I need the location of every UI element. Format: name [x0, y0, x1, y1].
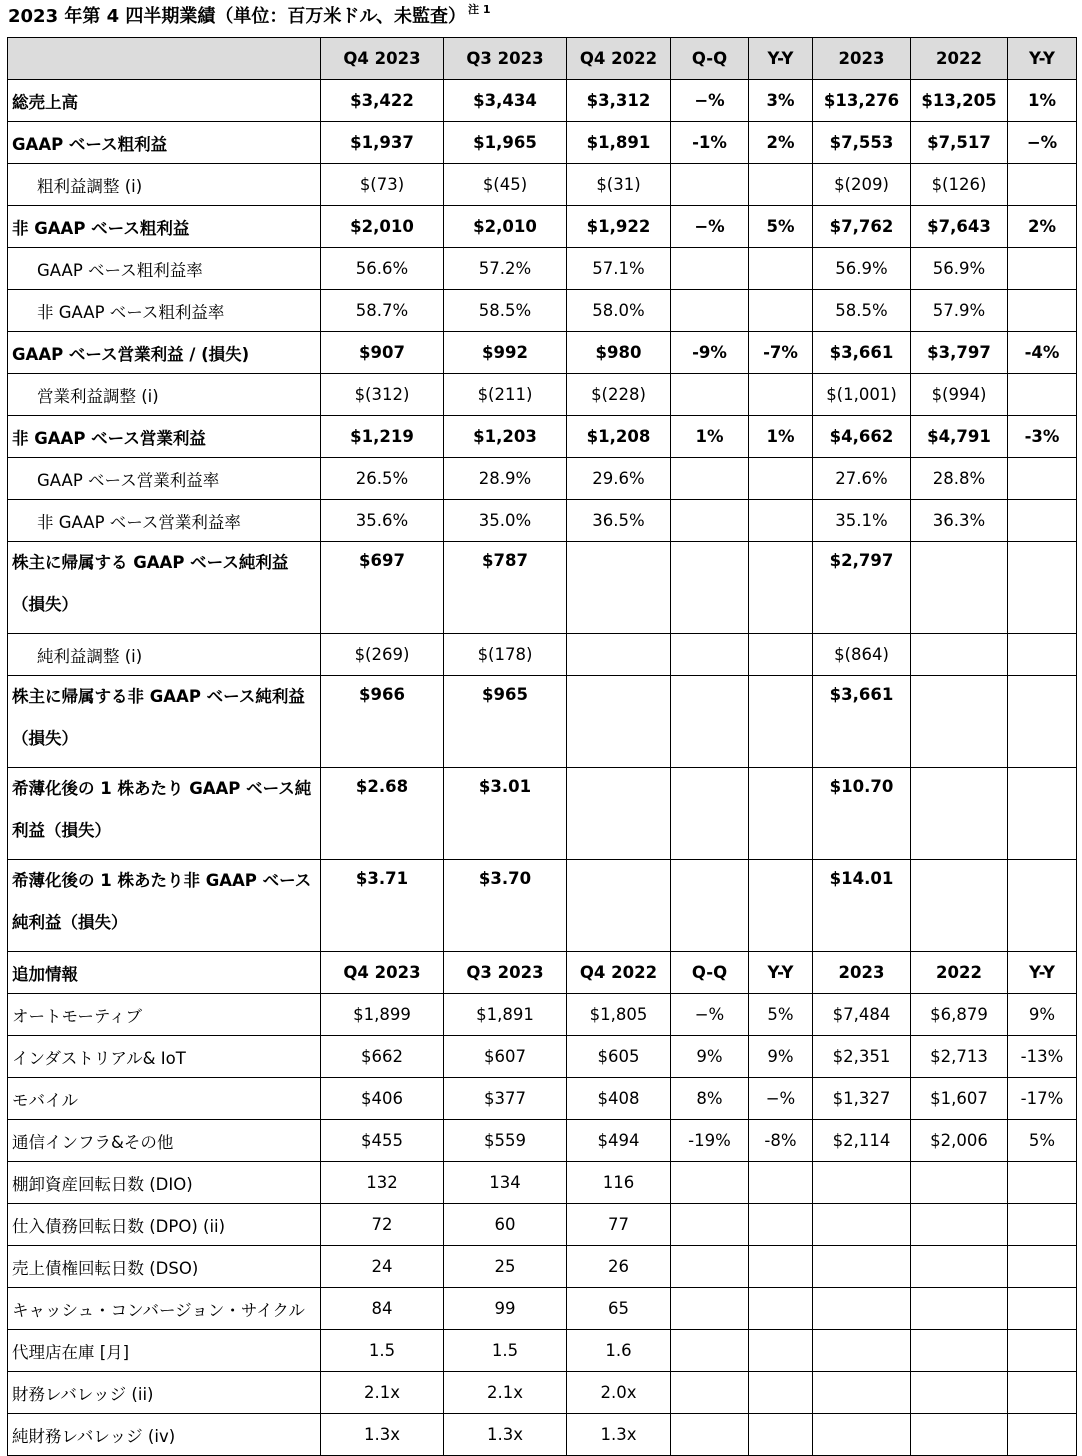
value-cell: $2,797 — [813, 542, 911, 634]
value-cell — [749, 634, 813, 676]
header-cell: Q-Q — [671, 38, 749, 80]
value-cell: $13,205 — [911, 80, 1008, 122]
value-cell: 58.5% — [813, 290, 911, 332]
value-cell: $965 — [444, 676, 567, 768]
value-cell: $2,114 — [813, 1120, 911, 1162]
value-cell: $3,312 — [567, 80, 671, 122]
table-row — [8, 122, 1077, 164]
value-cell — [1008, 676, 1077, 768]
value-cell: $7,553 — [813, 122, 911, 164]
value-cell — [911, 676, 1008, 768]
value-cell: 2% — [749, 122, 813, 164]
table-row — [8, 542, 1077, 634]
value-cell: 2% — [1008, 206, 1077, 248]
row-label: 通信インフラ&その他 — [8, 1120, 321, 1162]
value-cell: −% — [671, 206, 749, 248]
header-cell: 2023 — [813, 38, 911, 80]
value-cell: $7,762 — [813, 206, 911, 248]
header-cell: Q4 2023 — [321, 38, 444, 80]
value-cell: $2,351 — [813, 1036, 911, 1078]
table-row — [8, 290, 1077, 332]
row-label: 代理店在庫 [月] — [8, 1330, 321, 1372]
row-label: 非 GAAP ベース営業利益 — [8, 416, 321, 458]
value-cell: 28.8% — [911, 458, 1008, 500]
value-cell: -7% — [749, 332, 813, 374]
value-cell: $1,965 — [444, 122, 567, 164]
row-label: 非 GAAP ベース粗利益率 — [8, 290, 321, 332]
value-cell: $(178) — [444, 634, 567, 676]
value-cell — [671, 542, 749, 634]
value-cell — [671, 1246, 749, 1288]
value-cell: 26 — [567, 1246, 671, 1288]
value-cell — [1008, 1246, 1077, 1288]
value-cell: $455 — [321, 1120, 444, 1162]
value-cell: 35.6% — [321, 500, 444, 542]
value-cell: $607 — [444, 1036, 567, 1078]
value-cell — [813, 1246, 911, 1288]
value-cell: $966 — [321, 676, 444, 768]
value-cell — [1008, 860, 1077, 952]
value-cell: 28.9% — [444, 458, 567, 500]
value-cell — [671, 1288, 749, 1330]
value-cell: 1.3x — [567, 1414, 671, 1456]
table-row — [8, 1078, 1077, 1120]
table-row — [8, 1288, 1077, 1330]
value-cell: -9% — [671, 332, 749, 374]
value-cell — [749, 542, 813, 634]
value-cell — [749, 458, 813, 500]
value-cell: 1% — [1008, 80, 1077, 122]
value-cell: −% — [1008, 122, 1077, 164]
value-cell — [813, 1288, 911, 1330]
value-cell: $408 — [567, 1078, 671, 1120]
value-cell: 3% — [749, 80, 813, 122]
value-cell — [911, 1372, 1008, 1414]
value-cell: $7,484 — [813, 994, 911, 1036]
value-cell — [1008, 374, 1077, 416]
value-cell — [671, 290, 749, 332]
header-cell: Q4 2022 — [567, 38, 671, 80]
value-cell: 2.0x — [567, 1372, 671, 1414]
value-cell — [671, 676, 749, 768]
value-cell: 25 — [444, 1246, 567, 1288]
value-cell: $(269) — [321, 634, 444, 676]
value-cell: 77 — [567, 1204, 671, 1246]
value-cell: $992 — [444, 332, 567, 374]
value-cell: -4% — [1008, 332, 1077, 374]
value-cell — [749, 290, 813, 332]
value-cell: 65 — [567, 1288, 671, 1330]
value-cell: $2,010 — [444, 206, 567, 248]
value-cell: 26.5% — [321, 458, 444, 500]
value-cell: $7,517 — [911, 122, 1008, 164]
value-cell: $2.68 — [321, 768, 444, 860]
row-label: 粗利益調整 (i) — [8, 164, 321, 206]
value-cell — [1008, 542, 1077, 634]
value-cell: 84 — [321, 1288, 444, 1330]
value-cell — [749, 1372, 813, 1414]
table-header — [8, 38, 1077, 80]
value-cell: -1% — [671, 122, 749, 164]
value-cell: $3.70 — [444, 860, 567, 952]
value-cell — [1008, 1330, 1077, 1372]
value-cell: 56.9% — [813, 248, 911, 290]
page-title — [8, 2, 490, 28]
header-row — [8, 38, 1077, 80]
value-cell — [813, 1372, 911, 1414]
value-cell: -3% — [1008, 416, 1077, 458]
value-cell: $2,010 — [321, 206, 444, 248]
value-cell: $697 — [321, 542, 444, 634]
value-cell — [567, 676, 671, 768]
value-cell — [749, 1204, 813, 1246]
value-cell: $1,607 — [911, 1078, 1008, 1120]
value-cell: $1,208 — [567, 416, 671, 458]
value-cell — [1008, 1204, 1077, 1246]
value-cell: $1,891 — [567, 122, 671, 164]
value-cell: 35.0% — [444, 500, 567, 542]
value-cell: $662 — [321, 1036, 444, 1078]
value-cell: $(1,001) — [813, 374, 911, 416]
value-cell: $3.01 — [444, 768, 567, 860]
value-cell — [1008, 1288, 1077, 1330]
value-cell: $(228) — [567, 374, 671, 416]
value-cell: $6,879 — [911, 994, 1008, 1036]
value-cell — [567, 768, 671, 860]
value-cell: $7,643 — [911, 206, 1008, 248]
value-cell — [1008, 290, 1077, 332]
table-row — [8, 634, 1077, 676]
value-cell: $(45) — [444, 164, 567, 206]
value-cell — [749, 248, 813, 290]
value-cell: $(994) — [911, 374, 1008, 416]
value-cell: 58.5% — [444, 290, 567, 332]
value-cell — [749, 768, 813, 860]
value-cell: $907 — [321, 332, 444, 374]
table-row — [8, 80, 1077, 122]
value-cell: $1,327 — [813, 1078, 911, 1120]
value-cell: 132 — [321, 1162, 444, 1204]
value-cell: 1.3x — [444, 1414, 567, 1456]
value-cell: $(209) — [813, 164, 911, 206]
header-cell: 2022 — [911, 38, 1008, 80]
title-text: 2023 年第 4 四半期業績（単位：百万米ドル、未監査） — [8, 6, 466, 27]
table-row — [8, 1372, 1077, 1414]
value-cell: $1,922 — [567, 206, 671, 248]
row-label: 追加情報 — [8, 952, 321, 994]
value-cell: $494 — [567, 1120, 671, 1162]
value-cell — [671, 860, 749, 952]
value-cell — [1008, 500, 1077, 542]
row-label: 非 GAAP ベース粗利益 — [8, 206, 321, 248]
value-cell: $1,891 — [444, 994, 567, 1036]
value-cell: $1,937 — [321, 122, 444, 164]
value-cell — [749, 1246, 813, 1288]
value-cell — [567, 634, 671, 676]
value-cell: Y-Y — [749, 952, 813, 994]
value-cell: 36.5% — [567, 500, 671, 542]
value-cell — [911, 542, 1008, 634]
value-cell: 58.0% — [567, 290, 671, 332]
row-label: GAAP ベース粗利益 — [8, 122, 321, 164]
value-cell: Q4 2023 — [321, 952, 444, 994]
value-cell — [671, 1204, 749, 1246]
value-cell: 116 — [567, 1162, 671, 1204]
value-cell: 1.3x — [321, 1414, 444, 1456]
table-row — [8, 164, 1077, 206]
value-cell — [1008, 1372, 1077, 1414]
value-cell — [911, 1204, 1008, 1246]
value-cell: 8% — [671, 1078, 749, 1120]
value-cell — [749, 374, 813, 416]
value-cell: 2023 — [813, 952, 911, 994]
value-cell — [1008, 1414, 1077, 1456]
value-cell: $605 — [567, 1036, 671, 1078]
value-cell: 1% — [671, 416, 749, 458]
table-row — [8, 1414, 1077, 1456]
value-cell: −% — [749, 1078, 813, 1120]
row-label: キャッシュ・コンバージョン・サイクル — [8, 1288, 321, 1330]
value-cell — [671, 768, 749, 860]
value-cell: 1% — [749, 416, 813, 458]
table-row — [8, 994, 1077, 1036]
value-cell: $406 — [321, 1078, 444, 1120]
value-cell — [749, 1162, 813, 1204]
row-label: 非 GAAP ベース営業利益率 — [8, 500, 321, 542]
value-cell: 27.6% — [813, 458, 911, 500]
header-cell: Q3 2023 — [444, 38, 567, 80]
table-row — [8, 1120, 1077, 1162]
table-row — [8, 1036, 1077, 1078]
row-label: 売上債権回転日数 (DSO) — [8, 1246, 321, 1288]
row-label: 純財務レバレッジ (iv) — [8, 1414, 321, 1456]
value-cell — [749, 1330, 813, 1372]
value-cell: $(73) — [321, 164, 444, 206]
value-cell — [749, 676, 813, 768]
row-label: 棚卸資産回転日数 (DIO) — [8, 1162, 321, 1204]
row-label: GAAP ベース営業利益率 — [8, 458, 321, 500]
row-label: 株主に帰属する非 GAAP ベース純利益（損失） — [8, 676, 321, 768]
value-cell: 134 — [444, 1162, 567, 1204]
value-cell: 5% — [749, 206, 813, 248]
value-cell: Y-Y — [1008, 952, 1077, 994]
table-body — [8, 80, 1077, 1456]
table-row — [8, 332, 1077, 374]
header-cell: Y-Y — [749, 38, 813, 80]
financial-results-table — [7, 37, 1077, 1456]
value-cell — [1008, 248, 1077, 290]
value-cell — [1008, 458, 1077, 500]
value-cell: 57.2% — [444, 248, 567, 290]
row-label: 希薄化後の 1 株あたり GAAP ベース純利益（損失） — [8, 768, 321, 860]
row-label: 希薄化後の 1 株あたり非 GAAP ベース純利益（損失） — [8, 860, 321, 952]
table-row — [8, 500, 1077, 542]
value-cell: 9% — [671, 1036, 749, 1078]
value-cell: $980 — [567, 332, 671, 374]
value-cell: 24 — [321, 1246, 444, 1288]
table-row — [8, 1330, 1077, 1372]
value-cell — [749, 860, 813, 952]
value-cell: $2,006 — [911, 1120, 1008, 1162]
row-label: モバイル — [8, 1078, 321, 1120]
value-cell — [911, 1162, 1008, 1204]
value-cell: $4,662 — [813, 416, 911, 458]
value-cell — [749, 164, 813, 206]
value-cell — [671, 248, 749, 290]
row-label: 純利益調整 (i) — [8, 634, 321, 676]
value-cell — [671, 1162, 749, 1204]
value-cell: 56.6% — [321, 248, 444, 290]
value-cell: $(31) — [567, 164, 671, 206]
value-cell: $2,713 — [911, 1036, 1008, 1078]
value-cell: 2.1x — [321, 1372, 444, 1414]
value-cell: 9% — [1008, 994, 1077, 1036]
value-cell: −% — [671, 80, 749, 122]
value-cell — [911, 1414, 1008, 1456]
value-cell: $4,791 — [911, 416, 1008, 458]
value-cell — [1008, 164, 1077, 206]
value-cell — [813, 1162, 911, 1204]
value-cell: 2022 — [911, 952, 1008, 994]
value-cell: Q4 2022 — [567, 952, 671, 994]
table-row — [8, 206, 1077, 248]
row-label: オートモーティブ — [8, 994, 321, 1036]
value-cell: $3.71 — [321, 860, 444, 952]
value-cell — [671, 1330, 749, 1372]
row-label: 株主に帰属する GAAP ベース純利益（損失） — [8, 542, 321, 634]
value-cell — [1008, 1162, 1077, 1204]
header-cell: Y-Y — [1008, 38, 1077, 80]
value-cell: $3,434 — [444, 80, 567, 122]
value-cell: 72 — [321, 1204, 444, 1246]
table-row — [8, 248, 1077, 290]
row-label: GAAP ベース粗利益率 — [8, 248, 321, 290]
value-cell: $3,661 — [813, 676, 911, 768]
value-cell: $1,805 — [567, 994, 671, 1036]
value-cell — [671, 1372, 749, 1414]
value-cell: $1,899 — [321, 994, 444, 1036]
value-cell: $(211) — [444, 374, 567, 416]
value-cell: $3,661 — [813, 332, 911, 374]
value-cell: $3,797 — [911, 332, 1008, 374]
value-cell: 56.9% — [911, 248, 1008, 290]
value-cell — [749, 500, 813, 542]
table-row — [8, 676, 1077, 768]
value-cell: 2.1x — [444, 1372, 567, 1414]
value-cell: $377 — [444, 1078, 567, 1120]
table-row — [8, 1246, 1077, 1288]
value-cell — [911, 1330, 1008, 1372]
value-cell: Q-Q — [671, 952, 749, 994]
value-cell: $1,219 — [321, 416, 444, 458]
row-label: 営業利益調整 (i) — [8, 374, 321, 416]
value-cell: $(864) — [813, 634, 911, 676]
value-cell: $(126) — [911, 164, 1008, 206]
value-cell: 58.7% — [321, 290, 444, 332]
value-cell: $(312) — [321, 374, 444, 416]
row-label: インダストリアル& IoT — [8, 1036, 321, 1078]
value-cell — [911, 768, 1008, 860]
value-cell: $13,276 — [813, 80, 911, 122]
value-cell — [671, 634, 749, 676]
value-cell: $787 — [444, 542, 567, 634]
row-label: GAAP ベース営業利益 / (損失) — [8, 332, 321, 374]
value-cell — [1008, 768, 1077, 860]
table-row — [8, 458, 1077, 500]
value-cell — [671, 500, 749, 542]
row-label: 総売上高 — [8, 80, 321, 122]
value-cell — [1008, 634, 1077, 676]
value-cell: 57.9% — [911, 290, 1008, 332]
value-cell: 1.5 — [444, 1330, 567, 1372]
value-cell — [671, 374, 749, 416]
value-cell: $1,203 — [444, 416, 567, 458]
table-row — [8, 768, 1077, 860]
title-footnote-marker: 注 1 — [467, 3, 491, 16]
value-cell — [911, 860, 1008, 952]
value-cell — [911, 634, 1008, 676]
value-cell — [813, 1414, 911, 1456]
value-cell — [813, 1330, 911, 1372]
value-cell — [911, 1288, 1008, 1330]
value-cell: -13% — [1008, 1036, 1077, 1078]
value-cell: 1.6 — [567, 1330, 671, 1372]
row-label: 仕入債務回転日数 (DPO) (ii) — [8, 1204, 321, 1246]
value-cell: 5% — [1008, 1120, 1077, 1162]
table-row — [8, 1162, 1077, 1204]
value-cell: -17% — [1008, 1078, 1077, 1120]
table-row — [8, 1204, 1077, 1246]
value-cell — [671, 1414, 749, 1456]
value-cell: 35.1% — [813, 500, 911, 542]
row-label: 財務レバレッジ (ii) — [8, 1372, 321, 1414]
value-cell — [567, 542, 671, 634]
value-cell: 60 — [444, 1204, 567, 1246]
value-cell: 5% — [749, 994, 813, 1036]
value-cell: 57.1% — [567, 248, 671, 290]
value-cell: −% — [671, 994, 749, 1036]
value-cell: 36.3% — [911, 500, 1008, 542]
table-row — [8, 374, 1077, 416]
value-cell: $559 — [444, 1120, 567, 1162]
value-cell: $10.70 — [813, 768, 911, 860]
value-cell: $3,422 — [321, 80, 444, 122]
value-cell — [671, 164, 749, 206]
value-cell — [813, 1204, 911, 1246]
value-cell: 29.6% — [567, 458, 671, 500]
value-cell — [749, 1414, 813, 1456]
value-cell — [911, 1246, 1008, 1288]
value-cell: $14.01 — [813, 860, 911, 952]
value-cell: 99 — [444, 1288, 567, 1330]
value-cell — [671, 458, 749, 500]
table-row — [8, 416, 1077, 458]
value-cell: -19% — [671, 1120, 749, 1162]
value-cell: Q3 2023 — [444, 952, 567, 994]
table-row — [8, 860, 1077, 952]
value-cell: -8% — [749, 1120, 813, 1162]
value-cell: 1.5 — [321, 1330, 444, 1372]
header-cell — [8, 38, 321, 80]
value-cell — [749, 1288, 813, 1330]
value-cell — [567, 860, 671, 952]
value-cell: 9% — [749, 1036, 813, 1078]
section-header-row — [8, 952, 1077, 994]
